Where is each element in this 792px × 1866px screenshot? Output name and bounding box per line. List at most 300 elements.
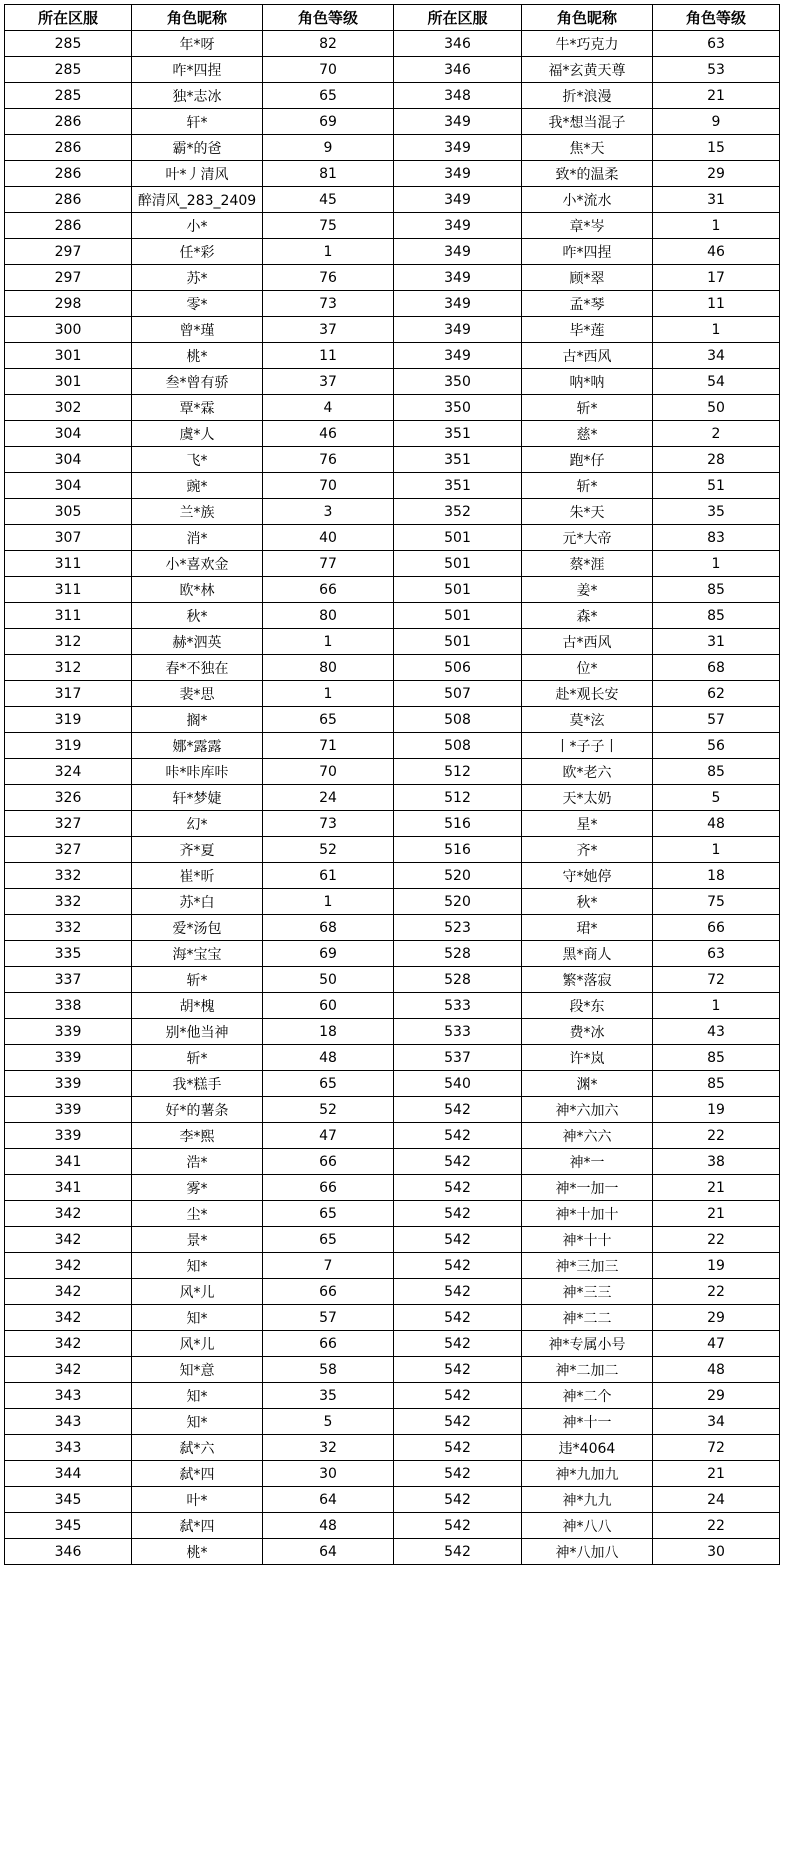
- header-server-left: 所在区服: [5, 5, 132, 31]
- table-row: [5, 1019, 780, 1045]
- cell-nickname-left: 小*喜欢金: [132, 551, 263, 577]
- cell-nickname-right: 古*西风: [522, 343, 653, 369]
- cell-level-right: 34: [653, 1409, 780, 1435]
- cell-nickname-left: 年*呀: [132, 31, 263, 57]
- cell-level-left: 76: [263, 447, 394, 473]
- cell-level-right: 72: [653, 967, 780, 993]
- cell-level-right: 22: [653, 1123, 780, 1149]
- cell-level-right: 15: [653, 135, 780, 161]
- cell-nickname-right: 神*三三: [522, 1279, 653, 1305]
- cell-level-left: 80: [263, 603, 394, 629]
- cell-nickname-right: 神*六六: [522, 1123, 653, 1149]
- cell-nickname-right: 神*九加九: [522, 1461, 653, 1487]
- table-row: [5, 577, 780, 603]
- cell-nickname-left: 知*: [132, 1305, 263, 1331]
- cell-level-left: 1: [263, 239, 394, 265]
- cell-server-left: 332: [5, 915, 132, 941]
- table-body: [5, 31, 780, 1565]
- cell-server-left: 335: [5, 941, 132, 967]
- table-row: [5, 1539, 780, 1565]
- header-nickname-right: 角色昵称: [522, 5, 653, 31]
- cell-server-left: 286: [5, 135, 132, 161]
- cell-server-left: 342: [5, 1331, 132, 1357]
- roster-sheet: [4, 4, 780, 1565]
- cell-nickname-left: 搁*: [132, 707, 263, 733]
- cell-server-right: 542: [394, 1331, 522, 1357]
- table-row: [5, 213, 780, 239]
- cell-level-right: 2: [653, 421, 780, 447]
- table-row: [5, 863, 780, 889]
- cell-level-right: 21: [653, 1201, 780, 1227]
- table-row: [5, 681, 780, 707]
- cell-level-left: 65: [263, 1071, 394, 1097]
- table-row: [5, 291, 780, 317]
- cell-level-right: 72: [653, 1435, 780, 1461]
- cell-level-right: 19: [653, 1253, 780, 1279]
- cell-server-left: 346: [5, 1539, 132, 1565]
- cell-level-left: 64: [263, 1539, 394, 1565]
- cell-server-right: 528: [394, 967, 522, 993]
- cell-level-left: 73: [263, 811, 394, 837]
- cell-level-right: 34: [653, 343, 780, 369]
- cell-nickname-left: 别*他当神: [132, 1019, 263, 1045]
- cell-nickname-left: 风*儿: [132, 1279, 263, 1305]
- cell-server-right: 346: [394, 31, 522, 57]
- cell-server-left: 339: [5, 1071, 132, 1097]
- cell-nickname-right: 古*西风: [522, 629, 653, 655]
- cell-server-right: 542: [394, 1227, 522, 1253]
- table-row: [5, 1357, 780, 1383]
- cell-level-left: 66: [263, 1149, 394, 1175]
- cell-nickname-right: 秋*: [522, 889, 653, 915]
- cell-nickname-left: 崔*昕: [132, 863, 263, 889]
- cell-level-right: 48: [653, 811, 780, 837]
- cell-nickname-left: 覃*霖: [132, 395, 263, 421]
- cell-nickname-left: 秋*: [132, 603, 263, 629]
- cell-server-left: 307: [5, 525, 132, 551]
- cell-server-right: 542: [394, 1279, 522, 1305]
- cell-nickname-left: 娜*露露: [132, 733, 263, 759]
- cell-nickname-right: 繁*落寂: [522, 967, 653, 993]
- cell-server-left: 297: [5, 239, 132, 265]
- cell-nickname-right: 神*专属小号: [522, 1331, 653, 1357]
- cell-level-left: 37: [263, 369, 394, 395]
- table-row: [5, 1461, 780, 1487]
- cell-level-right: 63: [653, 941, 780, 967]
- cell-level-left: 50: [263, 967, 394, 993]
- cell-level-left: 30: [263, 1461, 394, 1487]
- cell-level-right: 28: [653, 447, 780, 473]
- cell-nickname-right: 神*十一: [522, 1409, 653, 1435]
- cell-nickname-right: 咋*四捏: [522, 239, 653, 265]
- cell-level-left: 65: [263, 1201, 394, 1227]
- cell-level-left: 70: [263, 57, 394, 83]
- cell-server-right: 542: [394, 1357, 522, 1383]
- cell-server-right: 537: [394, 1045, 522, 1071]
- cell-server-right: 533: [394, 1019, 522, 1045]
- table-row: [5, 1123, 780, 1149]
- cell-server-left: 327: [5, 811, 132, 837]
- cell-nickname-left: 幻*: [132, 811, 263, 837]
- cell-nickname-right: 神*十十: [522, 1227, 653, 1253]
- cell-level-left: 52: [263, 837, 394, 863]
- cell-nickname-right: 斩*: [522, 395, 653, 421]
- cell-level-left: 82: [263, 31, 394, 57]
- cell-nickname-left: 知*: [132, 1253, 263, 1279]
- cell-nickname-right: 费*冰: [522, 1019, 653, 1045]
- cell-nickname-left: 醉清风_283_2409: [132, 187, 263, 213]
- cell-level-right: 50: [653, 395, 780, 421]
- table-row: [5, 1045, 780, 1071]
- table-row: [5, 161, 780, 187]
- cell-level-right: 1: [653, 551, 780, 577]
- cell-server-right: 350: [394, 369, 522, 395]
- cell-nickname-right: 跑*仔: [522, 447, 653, 473]
- cell-server-left: 300: [5, 317, 132, 343]
- table-row: [5, 1071, 780, 1097]
- table-row: [5, 1513, 780, 1539]
- cell-server-left: 301: [5, 369, 132, 395]
- cell-nickname-left: 桃*: [132, 343, 263, 369]
- cell-server-right: 542: [394, 1435, 522, 1461]
- cell-server-left: 298: [5, 291, 132, 317]
- cell-nickname-right: 神*二个: [522, 1383, 653, 1409]
- cell-level-right: 75: [653, 889, 780, 915]
- cell-nickname-right: 福*玄黄天尊: [522, 57, 653, 83]
- table-row: [5, 1175, 780, 1201]
- cell-level-left: 73: [263, 291, 394, 317]
- cell-server-left: 286: [5, 213, 132, 239]
- table-row: [5, 967, 780, 993]
- table-row: [5, 343, 780, 369]
- cell-level-right: 1: [653, 993, 780, 1019]
- cell-server-left: 286: [5, 187, 132, 213]
- cell-server-left: 341: [5, 1175, 132, 1201]
- table-row: [5, 473, 780, 499]
- cell-server-left: 342: [5, 1227, 132, 1253]
- cell-nickname-right: 神*十加十: [522, 1201, 653, 1227]
- cell-level-right: 57: [653, 707, 780, 733]
- cell-nickname-left: 轩*: [132, 109, 263, 135]
- cell-server-left: 342: [5, 1357, 132, 1383]
- table-row: [5, 187, 780, 213]
- cell-server-right: 512: [394, 785, 522, 811]
- cell-server-right: 501: [394, 525, 522, 551]
- cell-level-left: 58: [263, 1357, 394, 1383]
- table-row: [5, 733, 780, 759]
- cell-level-left: 66: [263, 1279, 394, 1305]
- table-row: [5, 369, 780, 395]
- cell-level-right: 9: [653, 109, 780, 135]
- cell-nickname-left: 李*熙: [132, 1123, 263, 1149]
- cell-server-right: 349: [394, 317, 522, 343]
- cell-level-left: 48: [263, 1513, 394, 1539]
- cell-level-right: 54: [653, 369, 780, 395]
- cell-server-left: 319: [5, 707, 132, 733]
- cell-nickname-right: 折*浪漫: [522, 83, 653, 109]
- cell-nickname-left: 赫*泗英: [132, 629, 263, 655]
- cell-server-right: 542: [394, 1097, 522, 1123]
- cell-nickname-right: 毕*莲: [522, 317, 653, 343]
- cell-server-left: 285: [5, 31, 132, 57]
- cell-nickname-left: 叶*: [132, 1487, 263, 1513]
- cell-server-left: 343: [5, 1383, 132, 1409]
- cell-server-left: 286: [5, 161, 132, 187]
- cell-server-right: 351: [394, 447, 522, 473]
- cell-nickname-right: 神*一加一: [522, 1175, 653, 1201]
- cell-level-left: 75: [263, 213, 394, 239]
- cell-level-left: 66: [263, 1331, 394, 1357]
- cell-nickname-left: 咔*咔库咔: [132, 759, 263, 785]
- cell-level-left: 65: [263, 1227, 394, 1253]
- cell-nickname-left: 虞*人: [132, 421, 263, 447]
- cell-server-left: 342: [5, 1279, 132, 1305]
- cell-level-left: 37: [263, 317, 394, 343]
- table-row: [5, 1149, 780, 1175]
- cell-level-right: 85: [653, 1045, 780, 1071]
- cell-nickname-left: 消*: [132, 525, 263, 551]
- table-row: [5, 83, 780, 109]
- cell-server-left: 338: [5, 993, 132, 1019]
- cell-server-left: 339: [5, 1097, 132, 1123]
- cell-nickname-right: 致*的温柔: [522, 161, 653, 187]
- cell-level-right: 43: [653, 1019, 780, 1045]
- table-row: [5, 1097, 780, 1123]
- cell-server-right: 501: [394, 603, 522, 629]
- cell-nickname-left: 飞*: [132, 447, 263, 473]
- cell-nickname-left: 风*儿: [132, 1331, 263, 1357]
- cell-nickname-left: 爱*汤包: [132, 915, 263, 941]
- table-row: [5, 1279, 780, 1305]
- table-row: [5, 993, 780, 1019]
- cell-level-left: 40: [263, 525, 394, 551]
- cell-nickname-right: 小*流水: [522, 187, 653, 213]
- cell-server-left: 301: [5, 343, 132, 369]
- cell-level-left: 66: [263, 577, 394, 603]
- cell-server-left: 285: [5, 83, 132, 109]
- cell-server-left: 337: [5, 967, 132, 993]
- cell-nickname-left: 浩*: [132, 1149, 263, 1175]
- cell-nickname-left: 桃*: [132, 1539, 263, 1565]
- cell-nickname-right: 天*太奶: [522, 785, 653, 811]
- cell-level-right: 11: [653, 291, 780, 317]
- cell-level-right: 31: [653, 629, 780, 655]
- cell-level-right: 62: [653, 681, 780, 707]
- cell-nickname-right: 神*八加八: [522, 1539, 653, 1565]
- table-row: [5, 135, 780, 161]
- cell-level-left: 77: [263, 551, 394, 577]
- cell-nickname-right: 位*: [522, 655, 653, 681]
- cell-server-left: 341: [5, 1149, 132, 1175]
- cell-level-left: 60: [263, 993, 394, 1019]
- cell-nickname-right: 神*二加二: [522, 1357, 653, 1383]
- cell-level-left: 66: [263, 1175, 394, 1201]
- cell-nickname-left: 弑*四: [132, 1461, 263, 1487]
- table-row: [5, 655, 780, 681]
- table-row: [5, 395, 780, 421]
- cell-level-left: 1: [263, 681, 394, 707]
- cell-level-right: 1: [653, 317, 780, 343]
- cell-server-left: 312: [5, 655, 132, 681]
- table-row: [5, 1409, 780, 1435]
- cell-server-right: 523: [394, 915, 522, 941]
- cell-level-right: 85: [653, 759, 780, 785]
- cell-level-right: 35: [653, 499, 780, 525]
- cell-server-right: 501: [394, 551, 522, 577]
- cell-nickname-right: 丨*子子丨: [522, 733, 653, 759]
- cell-nickname-right: 违*4064: [522, 1435, 653, 1461]
- cell-level-left: 52: [263, 1097, 394, 1123]
- table-row: [5, 941, 780, 967]
- cell-nickname-right: 呐*呐: [522, 369, 653, 395]
- cell-server-right: 351: [394, 473, 522, 499]
- cell-server-right: 520: [394, 889, 522, 915]
- cell-nickname-left: 零*: [132, 291, 263, 317]
- cell-nickname-left: 弑*四: [132, 1513, 263, 1539]
- cell-nickname-right: 神*一: [522, 1149, 653, 1175]
- cell-nickname-left: 好*的薯条: [132, 1097, 263, 1123]
- cell-level-right: 21: [653, 1175, 780, 1201]
- cell-server-left: 326: [5, 785, 132, 811]
- cell-nickname-left: 春*不独在: [132, 655, 263, 681]
- cell-nickname-right: 焦*天: [522, 135, 653, 161]
- cell-nickname-left: 齐*夏: [132, 837, 263, 863]
- cell-level-left: 46: [263, 421, 394, 447]
- cell-server-right: 349: [394, 187, 522, 213]
- cell-level-right: 47: [653, 1331, 780, 1357]
- cell-server-left: 342: [5, 1253, 132, 1279]
- table-row: [5, 31, 780, 57]
- cell-server-left: 342: [5, 1305, 132, 1331]
- cell-level-right: 18: [653, 863, 780, 889]
- cell-server-right: 501: [394, 577, 522, 603]
- cell-nickname-right: 神*八八: [522, 1513, 653, 1539]
- cell-nickname-left: 独*志冰: [132, 83, 263, 109]
- cell-server-left: 286: [5, 109, 132, 135]
- cell-level-right: 21: [653, 1461, 780, 1487]
- cell-server-right: 349: [394, 161, 522, 187]
- cell-nickname-right: 段*东: [522, 993, 653, 1019]
- cell-server-right: 349: [394, 135, 522, 161]
- cell-server-right: 542: [394, 1409, 522, 1435]
- table-row: [5, 1383, 780, 1409]
- table-row: [5, 265, 780, 291]
- cell-server-left: 304: [5, 473, 132, 499]
- cell-nickname-right: 章*岑: [522, 213, 653, 239]
- cell-nickname-left: 小*: [132, 213, 263, 239]
- table-row: [5, 837, 780, 863]
- cell-server-left: 317: [5, 681, 132, 707]
- cell-server-left: 304: [5, 421, 132, 447]
- table-row: [5, 1253, 780, 1279]
- cell-nickname-right: 斩*: [522, 473, 653, 499]
- table-row: [5, 915, 780, 941]
- cell-level-right: 63: [653, 31, 780, 57]
- cell-level-right: 22: [653, 1279, 780, 1305]
- table-row: [5, 707, 780, 733]
- cell-server-right: 508: [394, 733, 522, 759]
- table-row: [5, 109, 780, 135]
- cell-server-left: 339: [5, 1045, 132, 1071]
- cell-level-right: 51: [653, 473, 780, 499]
- cell-server-right: 542: [394, 1487, 522, 1513]
- cell-level-left: 80: [263, 655, 394, 681]
- header-level-right: 角色等级: [653, 5, 780, 31]
- cell-server-left: 343: [5, 1435, 132, 1461]
- cell-nickname-left: 尘*: [132, 1201, 263, 1227]
- cell-nickname-left: 弑*六: [132, 1435, 263, 1461]
- cell-server-right: 349: [394, 291, 522, 317]
- cell-nickname-left: 兰*族: [132, 499, 263, 525]
- table-row: [5, 785, 780, 811]
- cell-nickname-right: 赴*观长安: [522, 681, 653, 707]
- cell-level-left: 1: [263, 629, 394, 655]
- cell-level-right: 85: [653, 577, 780, 603]
- cell-level-left: 71: [263, 733, 394, 759]
- cell-nickname-right: 顾*翠: [522, 265, 653, 291]
- cell-server-left: 311: [5, 603, 132, 629]
- cell-level-left: 57: [263, 1305, 394, 1331]
- cell-nickname-left: 雾*: [132, 1175, 263, 1201]
- cell-server-left: 311: [5, 577, 132, 603]
- cell-nickname-left: 景*: [132, 1227, 263, 1253]
- cell-nickname-left: 叁*曾有骄: [132, 369, 263, 395]
- cell-level-left: 69: [263, 941, 394, 967]
- cell-server-left: 327: [5, 837, 132, 863]
- table-row: [5, 421, 780, 447]
- cell-nickname-right: 我*想当混子: [522, 109, 653, 135]
- cell-server-right: 520: [394, 863, 522, 889]
- cell-level-right: 19: [653, 1097, 780, 1123]
- cell-nickname-right: 姜*: [522, 577, 653, 603]
- cell-nickname-left: 欧*林: [132, 577, 263, 603]
- cell-nickname-right: 神*二二: [522, 1305, 653, 1331]
- cell-level-left: 32: [263, 1435, 394, 1461]
- cell-nickname-right: 守*她停: [522, 863, 653, 889]
- header-server-right: 所在区服: [394, 5, 522, 31]
- cell-level-right: 30: [653, 1539, 780, 1565]
- cell-nickname-right: 朱*天: [522, 499, 653, 525]
- cell-server-right: 349: [394, 239, 522, 265]
- cell-level-right: 29: [653, 161, 780, 187]
- cell-nickname-right: 孟*琴: [522, 291, 653, 317]
- cell-nickname-left: 叶*丿清风: [132, 161, 263, 187]
- cell-level-left: 18: [263, 1019, 394, 1045]
- cell-nickname-right: 神*三加三: [522, 1253, 653, 1279]
- cell-server-left: 312: [5, 629, 132, 655]
- table-row: [5, 499, 780, 525]
- cell-server-right: 349: [394, 213, 522, 239]
- cell-nickname-left: 斩*: [132, 1045, 263, 1071]
- cell-server-right: 542: [394, 1175, 522, 1201]
- table-row: [5, 57, 780, 83]
- cell-nickname-left: 霸*的爸: [132, 135, 263, 161]
- cell-nickname-right: 齐*: [522, 837, 653, 863]
- table-row: [5, 551, 780, 577]
- cell-level-right: 83: [653, 525, 780, 551]
- cell-level-right: 5: [653, 785, 780, 811]
- cell-server-right: 542: [394, 1201, 522, 1227]
- cell-nickname-right: 珺*: [522, 915, 653, 941]
- cell-level-left: 11: [263, 343, 394, 369]
- cell-nickname-right: 星*: [522, 811, 653, 837]
- cell-nickname-left: 知*: [132, 1383, 263, 1409]
- cell-nickname-left: 苏*白: [132, 889, 263, 915]
- header-level-left: 角色等级: [263, 5, 394, 31]
- table-row: [5, 1331, 780, 1357]
- cell-level-left: 1: [263, 889, 394, 915]
- cell-level-left: 65: [263, 83, 394, 109]
